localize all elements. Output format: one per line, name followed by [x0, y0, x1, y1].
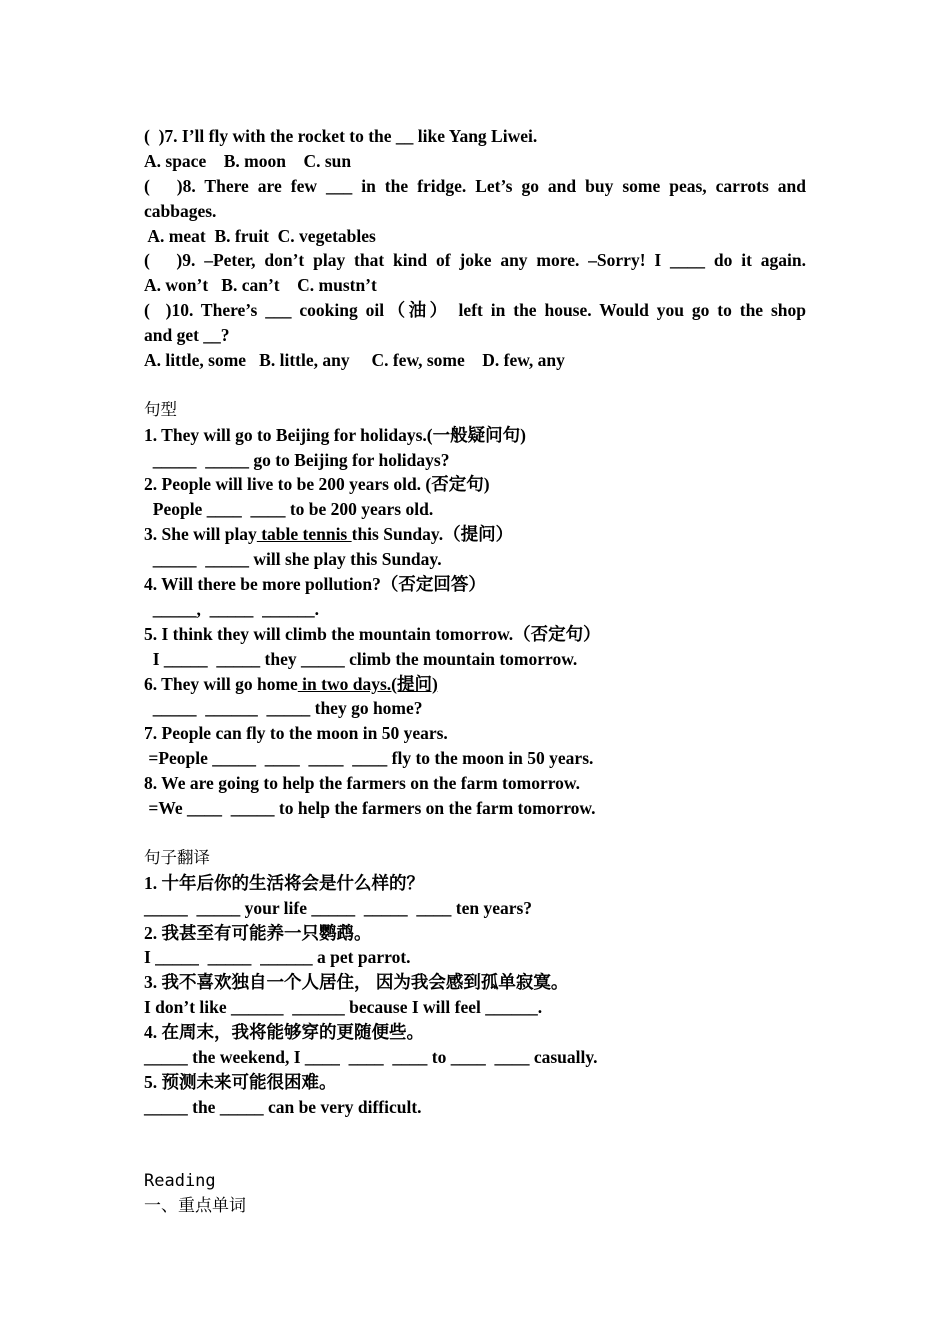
pattern-6-question-start: 6. They will go home — [144, 673, 298, 694]
translation-3-chinese: 3. 我不喜欢独自一个人居住， 因为我会感到孤单寂寞。 — [144, 972, 569, 993]
question-9-stem: ( )9. –Peter, don’t play that kind of joke any more. –Sorry! I ____ do it again. — [144, 250, 806, 271]
translation-4-chinese: 4. 在周末，我将能够穿的更随便些。 — [144, 1022, 424, 1043]
spacer — [144, 821, 806, 846]
translation-3-english: I don’t like ______ ______ because I will feel ______. — [144, 997, 543, 1018]
pattern-8-answer: =We ____ _____ to help the farmers on the farm tomorrow. — [144, 798, 596, 819]
question-8-stem-line2: cabbages. — [144, 200, 217, 221]
translation-5-chinese: 5. 预测未来可能很困难。 — [144, 1071, 337, 1092]
spacer — [144, 1120, 806, 1145]
reading-subheading: 一、重点单词 — [144, 1196, 246, 1217]
question-7-options: A. space B. moon C. sun — [144, 150, 352, 171]
translation-2-english: I _____ _____ ______ a pet parrot. — [144, 947, 411, 968]
spacer — [144, 1145, 806, 1170]
question-8-stem-line1: ( )8. There are few ___ in the fridge. Let’s go and buy some peas, carrots and — [144, 175, 806, 196]
question-10-stem-line2: and get __? — [144, 325, 230, 346]
pattern-6-question — [144, 672, 806, 697]
translation-2-chinese: 2. 我甚至有可能养一只鹦鹉。 — [144, 922, 372, 943]
pattern-5-question: 5. I think they will climb the mountain tomorrow.（否定句） — [144, 623, 601, 644]
translation-1-chinese: 1. 十年后你的生活将会是什么样的？ — [144, 872, 424, 893]
pattern-7-answer: =People _____ ____ ____ ____ fly to the moon in 50 years. — [144, 748, 594, 769]
reading-title: Reading — [144, 1171, 216, 1192]
translation-5-english: _____ the _____ can be very difficult. — [144, 1096, 422, 1117]
pattern-3-question-start: 3. She will play — [144, 524, 257, 545]
translation-4-english: _____ the weekend, I ____ ____ ____ to ____ ____ casually. — [144, 1046, 598, 1067]
pattern-3-question-end: this Sunday.（提问） — [351, 524, 514, 545]
question-7-stem: ( )7. I’ll fly with the rocket to the __ like Yang Liwei. — [144, 126, 538, 146]
pattern-1-answer: _____ _____ go to Beijing for holidays? — [144, 449, 450, 470]
question-10-options: A. little, some B. little, any C. few, some D. few, any — [144, 350, 565, 371]
pattern-6-underlined-phrase: in two days.(提问) — [297, 673, 438, 694]
pattern-7-question: 7. People can fly to the moon in 50 years. — [144, 723, 448, 744]
pattern-2-question: 2. People will live to be 200 years old. (否定句) — [144, 474, 490, 495]
translation-heading: 句子翻译 — [144, 847, 210, 867]
pattern-3-underlined-phrase: table tennis — [256, 524, 352, 545]
sentence-patterns-heading: 句型 — [144, 399, 177, 419]
pattern-4-question: 4. Will there be more pollution?（否定回答） — [144, 574, 486, 595]
pattern-5-answer: I _____ _____ they _____ climb the mountain tomorrow. — [144, 648, 578, 669]
question-10-stem-line1: ( )10. There’s ___ cooking oil（油） left in the house. Would you go to the shop — [144, 300, 806, 321]
question-9-options: A. won’t B. can’t C. mustn’t — [144, 275, 377, 296]
translation-1-english: _____ _____ your life _____ _____ ____ ten years? — [144, 897, 533, 918]
spacer — [144, 373, 806, 398]
pattern-3-question — [144, 522, 806, 547]
pattern-8-question: 8. We are going to help the farmers on the farm tomorrow. — [144, 773, 580, 794]
pattern-2-answer: People ____ ____ to be 200 years old. — [144, 499, 434, 520]
pattern-3-answer: _____ _____ will she play this Sunday. — [144, 549, 442, 570]
pattern-6-answer: _____ ______ _____ they go home? — [144, 698, 423, 719]
question-8-options: A. meat B. fruit C. vegetables — [144, 225, 376, 246]
pattern-4-answer: _____, _____ ______. — [144, 598, 319, 619]
pattern-1-question: 1. They will go to Beijing for holidays.(一般疑问句) — [144, 424, 526, 445]
document-page — [144, 124, 806, 1219]
